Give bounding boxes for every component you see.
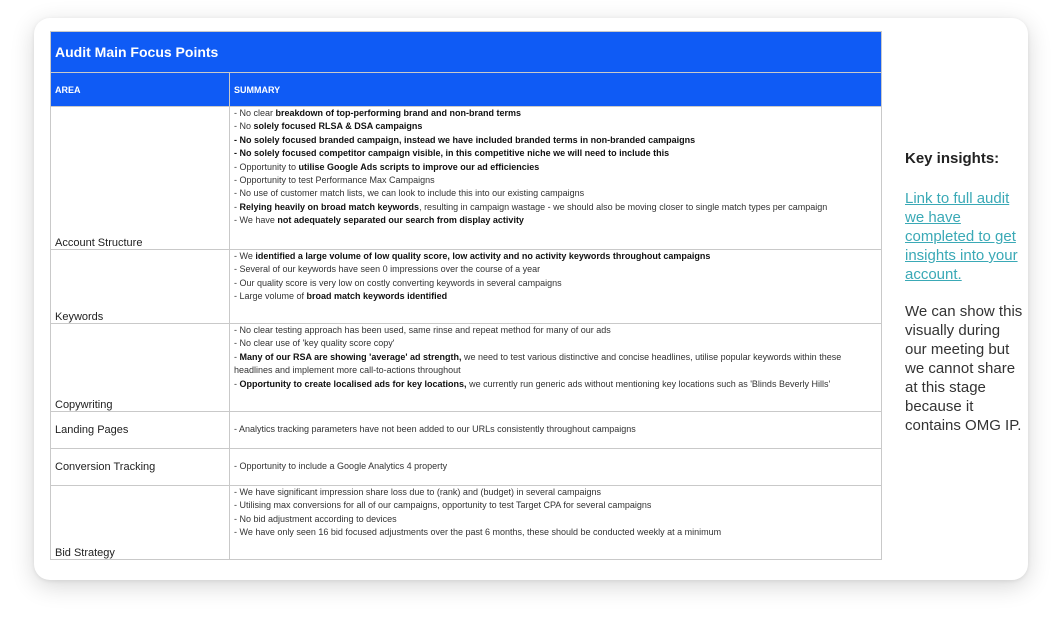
table-header-row (51, 73, 882, 107)
summary-line (234, 290, 877, 303)
column-header-summary: SUMMARY (230, 73, 882, 107)
summary-text: - No (234, 121, 254, 132)
table-row (51, 324, 882, 412)
table-row (51, 412, 882, 449)
area-cell: Copywriting (51, 324, 230, 412)
table-row (51, 250, 882, 324)
table-title-row (51, 32, 882, 73)
summary-bold-text: Relying heavily on broad match keywords (239, 201, 420, 212)
summary-line (234, 107, 877, 120)
table-row (51, 449, 882, 486)
summary-text: we need to test various distinctive and concise headlines, utilise popular keywords within these headlines and implement more call-to-actions throughout (234, 351, 842, 376)
table-title: Audit Main Focus Points (51, 32, 882, 73)
summary-line (234, 513, 877, 526)
summary-line (234, 499, 877, 512)
summary-text: - We (234, 251, 256, 261)
summary-bold-text: - No solely focused branded campaign, instead we have included branded terms in non-branded campaigns (234, 134, 696, 145)
summary-text: - Utilising max conversions for all of our campaigns, opportunity to test Target CPA for several campaigns (234, 500, 652, 511)
summary-line (234, 161, 877, 174)
area-cell: Account Structure (51, 107, 230, 250)
summary-text: - Opportunity to (234, 161, 299, 172)
key-insights-title: Key insights: (905, 150, 1000, 167)
summary-text: - Analytics tracking parameters have not been added to our URLs consistently throughout campaigns (234, 424, 636, 435)
summary-text: - (234, 201, 240, 212)
summary-line (234, 378, 877, 391)
full-audit-link[interactable]: Link to full audit we have completed to get insights into your account. (905, 190, 1018, 283)
summary-text: - No use of customer match lists, we can look to include this into our existing campaigns (234, 188, 585, 199)
summary-text: - Opportunity to include a Google Analytics 4 property (234, 461, 448, 472)
summary-text: - We have (234, 215, 278, 226)
summary-line (234, 324, 877, 337)
summary-bold-text: Many of our RSA are showing 'average' ad strength, (239, 351, 462, 362)
summary-line (234, 337, 877, 350)
summary-text: , resulting in campaign wastage - we should also be moving closer to single match types per campaign (419, 201, 828, 212)
summary-line (234, 277, 877, 290)
key-insights-panel (905, 150, 1023, 435)
summary-bold-text: solely focused RLSA & DSA campaigns (253, 121, 423, 132)
summary-cell (230, 486, 882, 560)
summary-line (234, 134, 877, 147)
summary-line (234, 120, 877, 133)
area-cell: Bid Strategy (51, 486, 230, 560)
table-row (51, 107, 882, 250)
summary-text: - No clear (234, 108, 276, 118)
summary-text: - Opportunity to test Performance Max Campaigns (234, 175, 435, 186)
summary-line (234, 351, 877, 378)
summary-line (234, 201, 877, 214)
area-cell: Keywords (51, 250, 230, 324)
summary-bold-text: Opportunity to create localised ads for key locations, (239, 378, 467, 389)
summary-line (234, 214, 877, 227)
summary-text: - Large volume of (234, 291, 307, 302)
summary-text: - No bid adjustment according to devices (234, 513, 397, 524)
summary-cell (230, 324, 882, 412)
column-header-area: AREA (51, 73, 230, 107)
area-cell: Landing Pages (51, 412, 230, 449)
summary-text: - Our quality score is very low on costly converting keywords in several campaigns (234, 277, 562, 288)
summary-bold-text: - No solely focused competitor campaign visible, in this competitive niche we will need to include this (234, 148, 670, 159)
summary-line (234, 423, 877, 436)
summary-cell (230, 449, 882, 486)
key-insights-body: We can show this visually during our meeting but we cannot share at this stage because it contains OMG IP. (905, 303, 1023, 434)
summary-cell (230, 107, 882, 250)
summary-text: - We have significant impression share loss due to (rank) and (budget) in several campaigns (234, 487, 602, 497)
summary-text: - Several of our keywords have seen 0 impressions over the course of a year (234, 264, 541, 275)
summary-text: we currently run generic ads without mentioning key locations such as 'Blinds Beverly Hills' (466, 378, 831, 389)
summary-line (234, 460, 877, 473)
summary-line (234, 250, 877, 263)
summary-line (234, 526, 877, 539)
summary-line (234, 174, 877, 187)
summary-bold-text: broad match keywords identified (306, 291, 448, 302)
summary-text: - No clear use of 'key quality score copy' (234, 338, 395, 349)
summary-line (234, 147, 877, 160)
summary-bold-text: utilise Google Ads scripts to improve our ad efficiencies (298, 161, 540, 172)
summary-line (234, 486, 877, 499)
summary-text: - We have only seen 16 bid focused adjustments over the past 6 months, these should be conducted weekly at a minimum (234, 527, 722, 538)
summary-text: - (234, 378, 240, 389)
summary-bold-text: breakdown of top-performing brand and non-brand terms (275, 108, 522, 118)
summary-text: - (234, 351, 240, 362)
summary-line (234, 187, 877, 200)
table-row (51, 486, 882, 560)
area-cell: Conversion Tracking (51, 449, 230, 486)
summary-bold-text: identified a large volume of low quality score, low activity and no activity keywords throughout campaigns (255, 251, 711, 261)
summary-bold-text: not adequately separated our search from display activity (277, 215, 524, 226)
summary-cell (230, 412, 882, 449)
summary-line (234, 263, 877, 276)
summary-cell (230, 250, 882, 324)
audit-table (50, 31, 882, 560)
summary-text: - No clear testing approach has been used, same rinse and repeat method for many of our ads (234, 325, 611, 335)
